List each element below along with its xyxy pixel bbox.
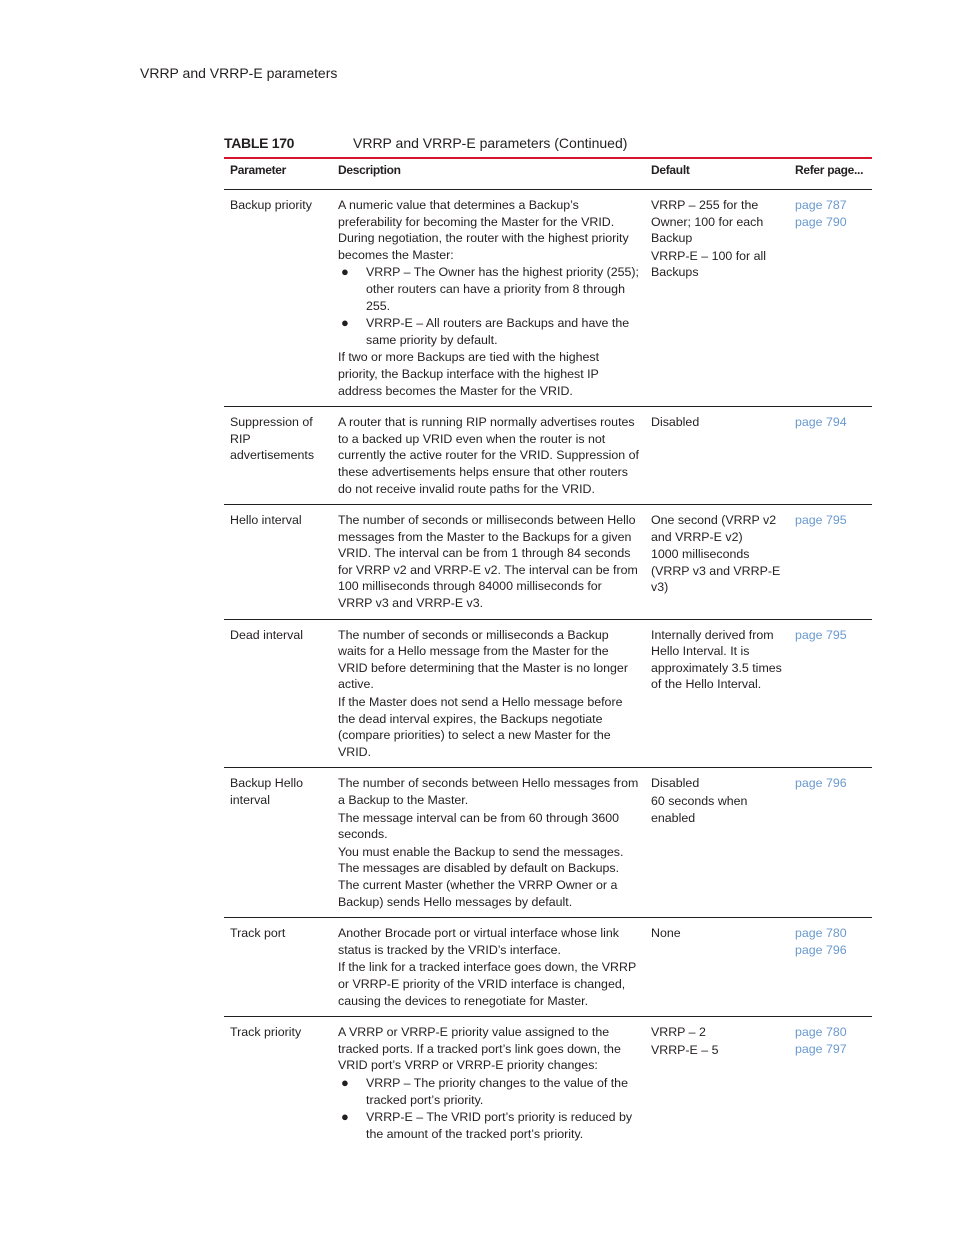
page-reference-link[interactable]: page 795 [795, 513, 847, 528]
bullet-icon: ● [341, 1074, 349, 1090]
page-reference-link[interactable]: page 795 [795, 627, 847, 642]
bullet-text: VRRP-E – All routers are Backups and have the same priority by default. [366, 316, 630, 347]
default-cell [645, 768, 789, 918]
default-cell [645, 407, 789, 505]
default-value: VRRP – 255 for the Owner; 100 for each Backup [651, 198, 764, 246]
page-reference-link[interactable]: page 787 [795, 198, 847, 212]
table-title: VRRP and VRRP-E parameters (Continued) [353, 135, 628, 151]
table-row [224, 768, 872, 918]
description-cell [332, 190, 645, 407]
table-row [224, 505, 872, 620]
refer-page-cell [789, 407, 872, 505]
description-paragraph: The number of seconds or milliseconds a Backup waits for a Hello message from the Master for the VRID before determining that the Master is no longer active. [338, 627, 628, 692]
default-cell [645, 619, 789, 768]
description-cell [332, 768, 645, 918]
page-reference-link[interactable]: page 780 [795, 1025, 847, 1040]
table-caption [224, 135, 872, 151]
refer-page-cell [789, 918, 872, 1017]
bullet-item [338, 1075, 639, 1108]
refer-page-cell [789, 190, 872, 407]
default-cell [645, 505, 789, 620]
table-label: TABLE 170 [224, 135, 295, 151]
bullet-list [338, 1075, 639, 1142]
refer-page-cell [789, 1017, 872, 1151]
description-paragraph: The message interval can be from 60 through 3600 seconds. [338, 810, 620, 842]
table-row [224, 1017, 872, 1151]
bullet-text: VRRP-E – The VRID port’s priority is reduced by the amount of the tracked port’s priority. [366, 1110, 633, 1141]
column-header-description: Description [332, 158, 645, 190]
page-reference-link[interactable]: page 797 [795, 1041, 847, 1056]
table-row [224, 407, 872, 505]
parameter-cell: Track priority [230, 1025, 302, 1040]
description-cell [332, 505, 645, 620]
refer-page-cell [789, 768, 872, 918]
column-header-default: Default [645, 158, 789, 190]
description-cell [332, 918, 645, 1017]
table-row [224, 619, 872, 768]
default-value: VRRP-E – 5 [651, 1042, 719, 1057]
default-value: VRRP-E – 100 for all Backups [651, 248, 767, 280]
bullet-item [338, 1109, 639, 1142]
default-cell [645, 190, 789, 407]
parameter-cell: Hello interval [224, 505, 332, 620]
bullet-icon: ● [341, 1109, 349, 1125]
table-row [224, 190, 872, 407]
page-reference-link[interactable]: page 796 [795, 776, 847, 791]
parameter-cell: Dead interval [224, 619, 332, 768]
table-row [224, 918, 872, 1017]
description-paragraph: If the link for a tracked interface goes down, the VRRP or VRRP-E priority of the VRID interface is changed, causing the devices to renegotiate for Master. [338, 960, 636, 1008]
bullet-item [338, 315, 639, 348]
parameter-cell: Backup Hello interval [224, 768, 332, 918]
page-reference-link[interactable]: page 790 [795, 214, 847, 229]
table-body [224, 190, 872, 1151]
description-paragraph: A numeric value that determines a Backup’s preferability for becoming the Master for the VRID. During negotiation, the router with the highest priority becomes the Master: [338, 198, 629, 262]
description-cell [332, 619, 645, 768]
parameter-cell: Suppression of RIP advertisements [224, 407, 332, 505]
description-cell [332, 407, 645, 505]
parameter-cell: Backup priority [224, 190, 332, 407]
default-value: VRRP – 2 [651, 1025, 706, 1040]
column-header-parameter: Parameter [224, 158, 332, 190]
description-paragraph: Another Brocade port or virtual interface whose link status is tracked by the VRID’s interface. [338, 926, 619, 957]
default-value: Disabled [651, 415, 700, 430]
bullet-item [338, 264, 639, 314]
column-header-refer-page: Refer page... [789, 158, 872, 190]
page-reference-link[interactable]: page 780 [795, 926, 847, 941]
description-paragraph: A router that is running RIP normally advertises routes to a backed up VRID even when the router is not currently the active router for the VRID. Suppression of these advertisements helps ensure that other routers do not receive invalid route paths for the VRID. [338, 415, 639, 496]
default-value: Internally derived from Hello Interval. It is approximately 3.5 times of the Hello Interval. [651, 627, 782, 692]
parameters-table [224, 157, 872, 1150]
bullet-icon: ● [341, 264, 349, 280]
refer-page-cell [789, 505, 872, 620]
page-reference-link[interactable]: page 796 [795, 942, 847, 957]
table-header-row [224, 158, 872, 190]
default-value: Disabled [651, 776, 700, 791]
default-cell [645, 1017, 789, 1151]
description-paragraph: If two or more Backups are tied with the highest priority, the Backup interface with the highest IP address becomes the Master for the VRID. [338, 350, 600, 398]
default-value: 60 seconds when enabled [651, 794, 748, 825]
description-cell [332, 1017, 645, 1151]
description-paragraph: A VRRP or VRRP-E priority value assigned to the tracked ports. If a tracked port’s link goes down, the VRID port’s VRRP or VRRP-E priority changes: [338, 1025, 621, 1073]
bullet-text: VRRP – The Owner has the highest priority (255); other routers can have a priority from 8 through 255. [366, 265, 639, 313]
description-paragraph: You must enable the Backup to send the messages. The messages are disabled by default on Backups. The current Master (whether the VRRP Owner or a Backup) sends Hello messages by default. [338, 844, 624, 909]
description-paragraph: If the Master does not send a Hello message before the dead interval expires, the Backups negotiate (compare priorities) to select a new Master for the VRID. [338, 695, 623, 759]
bullet-icon: ● [341, 315, 349, 331]
default-cell [645, 918, 789, 1017]
bullet-list [338, 264, 639, 348]
running-header: VRRP and VRRP-E parameters [140, 65, 338, 81]
description-paragraph: The number of seconds between Hello messages from a Backup to the Master. [338, 776, 639, 807]
refer-page-cell [789, 619, 872, 768]
default-value: One second (VRRP v2 and VRRP-E v2) [651, 513, 777, 544]
bullet-text: VRRP – The priority changes to the value of the tracked port’s priority. [366, 1075, 628, 1107]
page-reference-link[interactable]: page 794 [795, 415, 847, 430]
description-paragraph: The number of seconds or milliseconds between Hello messages from the Master to the Backups for a given VRID. The interval can be from 1 through 84 seconds for VRRP v2 and VRRP-E v2. The interval can be from 100 milliseconds through 84000 milliseconds for VRRP v3 and VRRP-E v3. [338, 513, 638, 611]
parameter-cell: Track port [224, 918, 332, 1017]
default-value: 1000 milliseconds (VRRP v3 and VRRP-E v3) [651, 547, 781, 595]
default-value: None [651, 926, 681, 941]
